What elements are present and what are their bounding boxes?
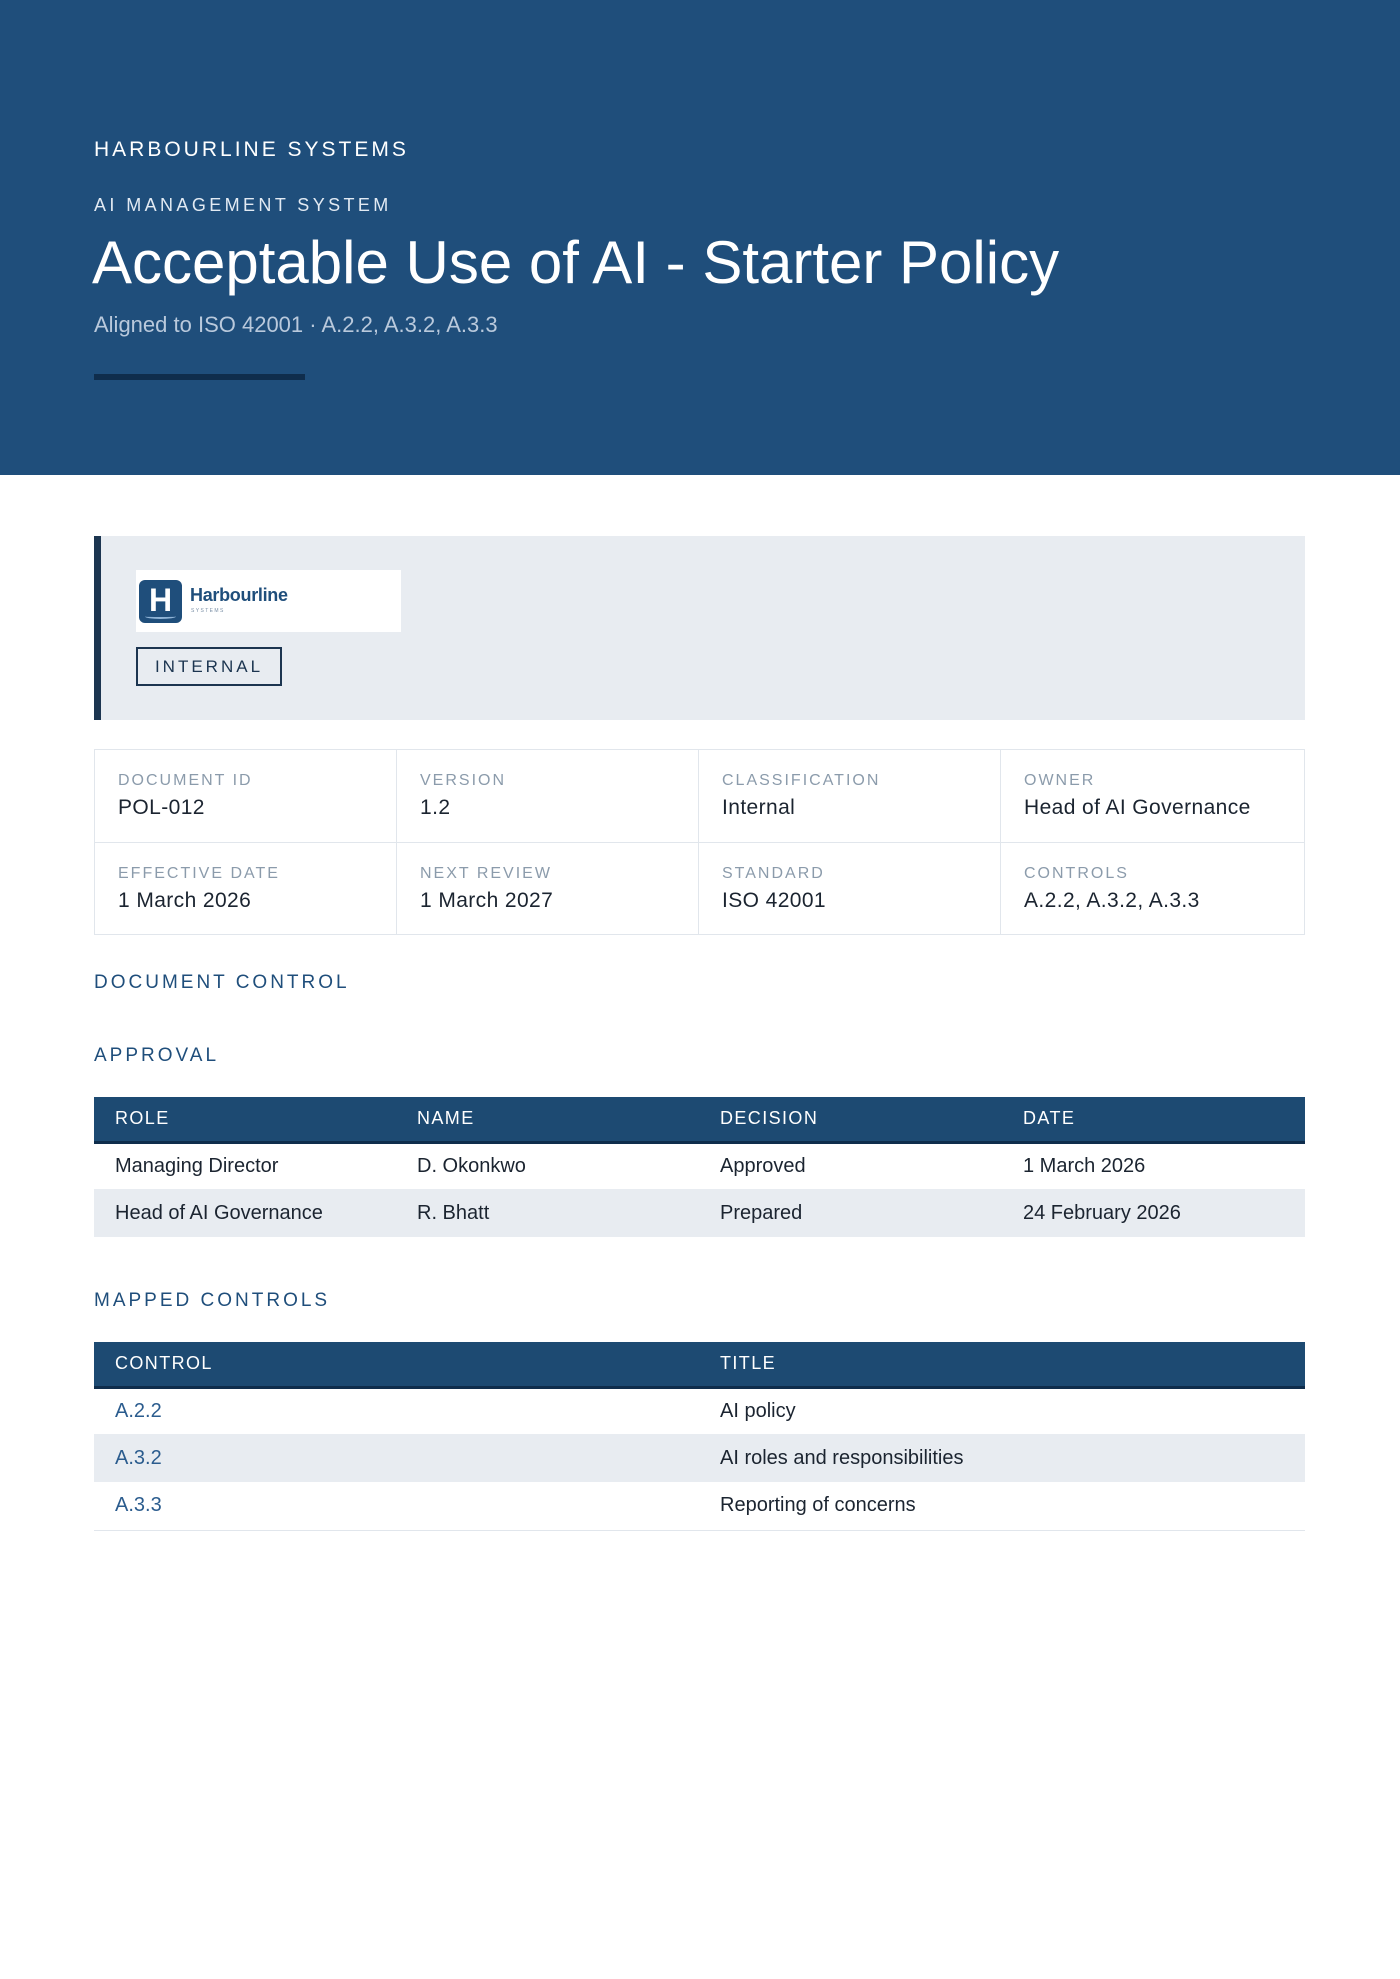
control-code: A.3.2 xyxy=(94,1434,699,1482)
company-logo xyxy=(136,570,401,632)
table-cell: Prepared xyxy=(699,1189,1002,1237)
meta-version xyxy=(397,750,699,842)
table-row xyxy=(94,1189,1305,1237)
column-header: DATE xyxy=(1002,1097,1305,1142)
meta-value: Head of AI Governance xyxy=(1024,796,1251,819)
system-name: AI MANAGEMENT SYSTEM xyxy=(94,195,392,215)
table-row xyxy=(94,1482,1305,1530)
table-cell: Approved xyxy=(720,1154,806,1177)
table-cell: 24 February 2026 xyxy=(1002,1189,1305,1237)
approval-table xyxy=(94,1097,1305,1237)
meta-effective-date xyxy=(95,843,397,935)
meta-label: NEXT REVIEW xyxy=(420,865,552,882)
meta-next-review xyxy=(397,843,699,935)
logo-letter: H xyxy=(148,582,173,618)
section-heading-mapped-controls: MAPPED CONTROLS xyxy=(94,1290,331,1311)
meta-label: EFFECTIVE DATE xyxy=(118,865,280,882)
column-header: NAME xyxy=(396,1097,699,1142)
table-cell: Head of AI Governance xyxy=(94,1189,396,1237)
section-heading-document-control: DOCUMENT CONTROL xyxy=(94,972,350,993)
column-header: CONTROL xyxy=(94,1342,699,1387)
table-row xyxy=(94,1434,1305,1482)
table-header-row xyxy=(94,1342,1305,1387)
meta-label: DOCUMENT ID xyxy=(118,772,253,789)
control-title: Reporting of concerns xyxy=(699,1482,1305,1530)
control-title: AI roles and responsibilities xyxy=(699,1434,1305,1482)
page-title: Acceptable Use of AI - Starter Policy xyxy=(92,229,1060,296)
table-cell: R. Bhatt xyxy=(396,1189,699,1237)
meta-controls xyxy=(1001,843,1303,935)
control-title: AI policy xyxy=(720,1399,796,1422)
brand-panel xyxy=(94,536,1305,720)
table-row xyxy=(94,1142,1305,1189)
meta-value: A.2.2, A.3.2, A.3.3 xyxy=(1024,889,1200,912)
meta-value: Internal xyxy=(722,796,796,819)
wave-icon xyxy=(145,614,176,619)
meta-label: OWNER xyxy=(1024,772,1096,789)
meta-value: 1 March 2026 xyxy=(118,889,252,912)
meta-label: VERSION xyxy=(420,772,507,789)
table-row xyxy=(94,1387,1305,1434)
table-cell: D. Okonkwo xyxy=(417,1154,526,1177)
meta-value: ISO 42001 xyxy=(722,889,827,912)
meta-classification xyxy=(699,750,1001,842)
table-cell: 1 March 2026 xyxy=(1023,1154,1146,1177)
meta-owner xyxy=(1001,750,1303,842)
organization-name: HARBOURLINE SYSTEMS xyxy=(94,138,409,161)
meta-value: POL-012 xyxy=(118,796,205,819)
table-header-row xyxy=(94,1097,1305,1142)
column-header: ROLE xyxy=(94,1097,396,1142)
logo-name: Harbourline xyxy=(190,585,288,605)
meta-standard xyxy=(699,843,1001,935)
classification-badge: INTERNAL xyxy=(136,647,282,686)
meta-document-id xyxy=(95,750,397,842)
section-heading-approval: APPROVAL xyxy=(94,1045,220,1066)
control-code: A.3.3 xyxy=(94,1482,699,1530)
column-header: TITLE xyxy=(699,1342,1305,1387)
page-subtitle: Aligned to ISO 42001 · A.2.2, A.3.2, A.3.3 xyxy=(94,312,498,337)
header-band xyxy=(0,0,1400,475)
meta-value: 1 March 2027 xyxy=(420,889,554,912)
control-code: A.2.2 xyxy=(115,1399,162,1422)
table-cell: Managing Director xyxy=(115,1154,279,1177)
meta-value: 1.2 xyxy=(420,796,451,819)
logo-mark-icon xyxy=(139,580,182,623)
title-underline xyxy=(94,374,305,380)
logo-subtitle: SYSTEMS xyxy=(191,608,225,614)
meta-label: CONTROLS xyxy=(1024,865,1129,882)
meta-label: STANDARD xyxy=(722,865,825,882)
meta-label: CLASSIFICATION xyxy=(722,772,881,789)
metadata-grid xyxy=(94,749,1305,935)
column-header: DECISION xyxy=(699,1097,1002,1142)
controls-table xyxy=(94,1342,1305,1531)
